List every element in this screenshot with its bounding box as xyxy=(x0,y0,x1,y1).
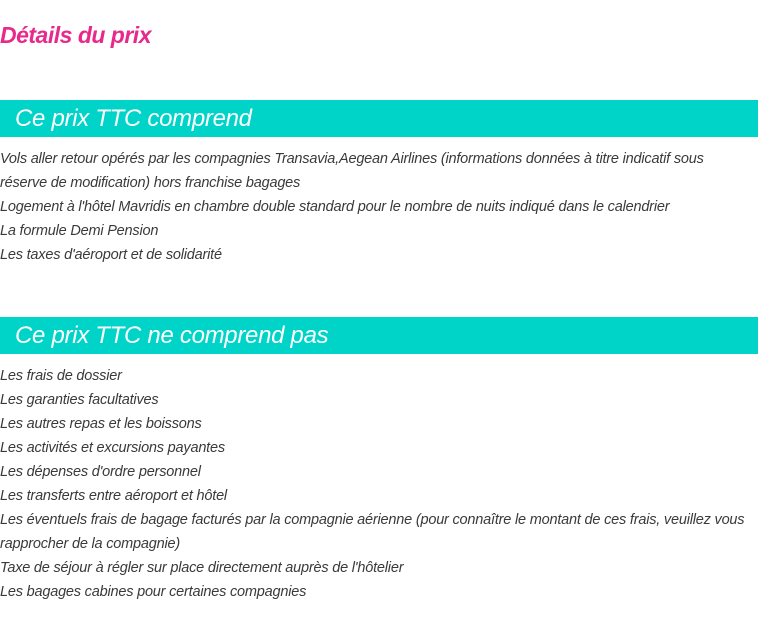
included-heading: Ce prix TTC comprend xyxy=(15,105,252,132)
included-item: La formule Demi Pension xyxy=(0,223,159,239)
page-title: Détails du prix xyxy=(0,22,151,48)
excluded-section xyxy=(0,317,758,604)
included-item: Les taxes d'aéroport et de solidarité xyxy=(0,247,222,263)
included-item: Vols aller retour opérés par les compagnies Transavia,Aegean Airlines (informations données à titre indicatif sous réserve de modification) hors franchise bagages xyxy=(0,151,704,191)
excluded-list xyxy=(0,364,758,604)
included-header-bar xyxy=(0,100,758,137)
excluded-item: Les activités et excursions payantes xyxy=(0,440,225,456)
excluded-heading: Ce prix TTC ne comprend pas xyxy=(15,322,329,349)
excluded-item: Les éventuels frais de bagage facturés par la compagnie aérienne (pour connaître le montant de ces frais, veuillez vous rapprocher de la compagnie) xyxy=(0,512,745,552)
included-list xyxy=(0,147,758,267)
excluded-item: Les garanties facultatives xyxy=(0,392,159,408)
excluded-item: Les bagages cabines pour certaines compagnies xyxy=(0,584,307,600)
excluded-item: Les dépenses d'ordre personnel xyxy=(0,464,201,480)
excluded-item: Taxe de séjour à régler sur place directement auprès de l'hôtelier xyxy=(0,560,404,576)
excluded-item: Les transferts entre aéroport et hôtel xyxy=(0,488,227,504)
excluded-item: Les autres repas et les boissons xyxy=(0,416,202,432)
excluded-item: Les frais de dossier xyxy=(0,368,122,384)
excluded-header-bar xyxy=(0,317,758,354)
included-item: Logement à l'hôtel Mavridis en chambre double standard pour le nombre de nuits indiqué dans le calendrier xyxy=(0,199,670,215)
included-section xyxy=(0,100,758,267)
